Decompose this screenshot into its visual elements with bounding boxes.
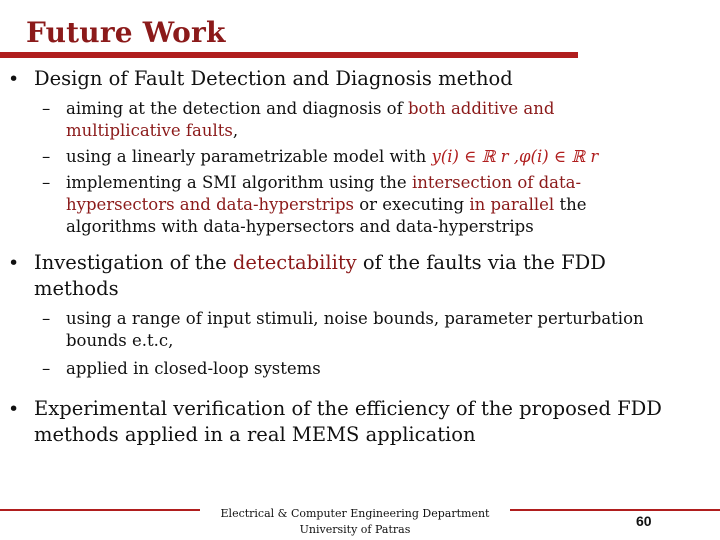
highlight-intersection: intersection of data-hypersectors and data-hyperstrips [66, 173, 582, 214]
bullet-dot: • [8, 252, 20, 274]
bullet-experimental [0, 396, 714, 448]
bullet-fdd-design [0, 66, 674, 92]
sub-text-mid: or executing [353, 195, 470, 214]
bullet-text: Design of Fault Detection and Diagnosis method [34, 67, 513, 90]
highlight-parallel: in parallel [469, 195, 555, 214]
sub-dash: – [42, 99, 51, 118]
footer-affiliation [200, 506, 510, 538]
sub-text-end: the algorithms with data-hypersectors and data-hyperstrips [66, 195, 587, 236]
sub-text: using a range of input stimuli, noise bounds, parameter perturbation bounds e.t.c, [66, 309, 644, 350]
title-underline [0, 52, 578, 58]
sub-text: aiming at the detection and diagnosis of [66, 99, 408, 118]
bullet-text: Investigation of the [34, 251, 233, 274]
sub-bullet-model [0, 146, 646, 168]
highlight-detectability: detectability [232, 251, 357, 274]
sub-text-end: , [232, 121, 239, 140]
sub-text: using a linearly parametrizable model with [66, 147, 432, 166]
sub-dash: – [42, 147, 51, 166]
footer-department: Electrical & Computer Engineering Department [220, 507, 490, 520]
sub-text: applied in closed-loop systems [66, 359, 321, 378]
bullet-text: Experimental verification of the efficiency of the proposed FDD methods applied in a real MEMS application [34, 397, 662, 446]
slide-content [0, 66, 720, 448]
math-expression: y(i) ∈ ℝ r ,φ(i) ∈ ℝ r [431, 147, 599, 166]
sub-dash: – [42, 309, 51, 328]
sub-bullet-closed-loop [0, 358, 646, 380]
sub-bullet-stimuli [0, 308, 646, 352]
sub-dash: – [42, 173, 51, 192]
bullet-dot: • [8, 398, 20, 420]
page-number: 60 [636, 513, 652, 529]
slide-title: Future Work [26, 16, 226, 49]
bullet-dot: • [8, 68, 20, 90]
bullet-text-end: of the faults via the FDD methods [34, 251, 606, 300]
sub-text: implementing a SMI algorithm using the [66, 173, 412, 192]
sub-bullet-smi [0, 172, 646, 238]
sub-bullet-aiming [0, 98, 646, 142]
sub-dash: – [42, 359, 51, 378]
highlight-faults: both additive and multiplicative faults [66, 99, 555, 140]
bullet-detectability [0, 250, 674, 302]
footer-university: University of Patras [299, 523, 411, 536]
